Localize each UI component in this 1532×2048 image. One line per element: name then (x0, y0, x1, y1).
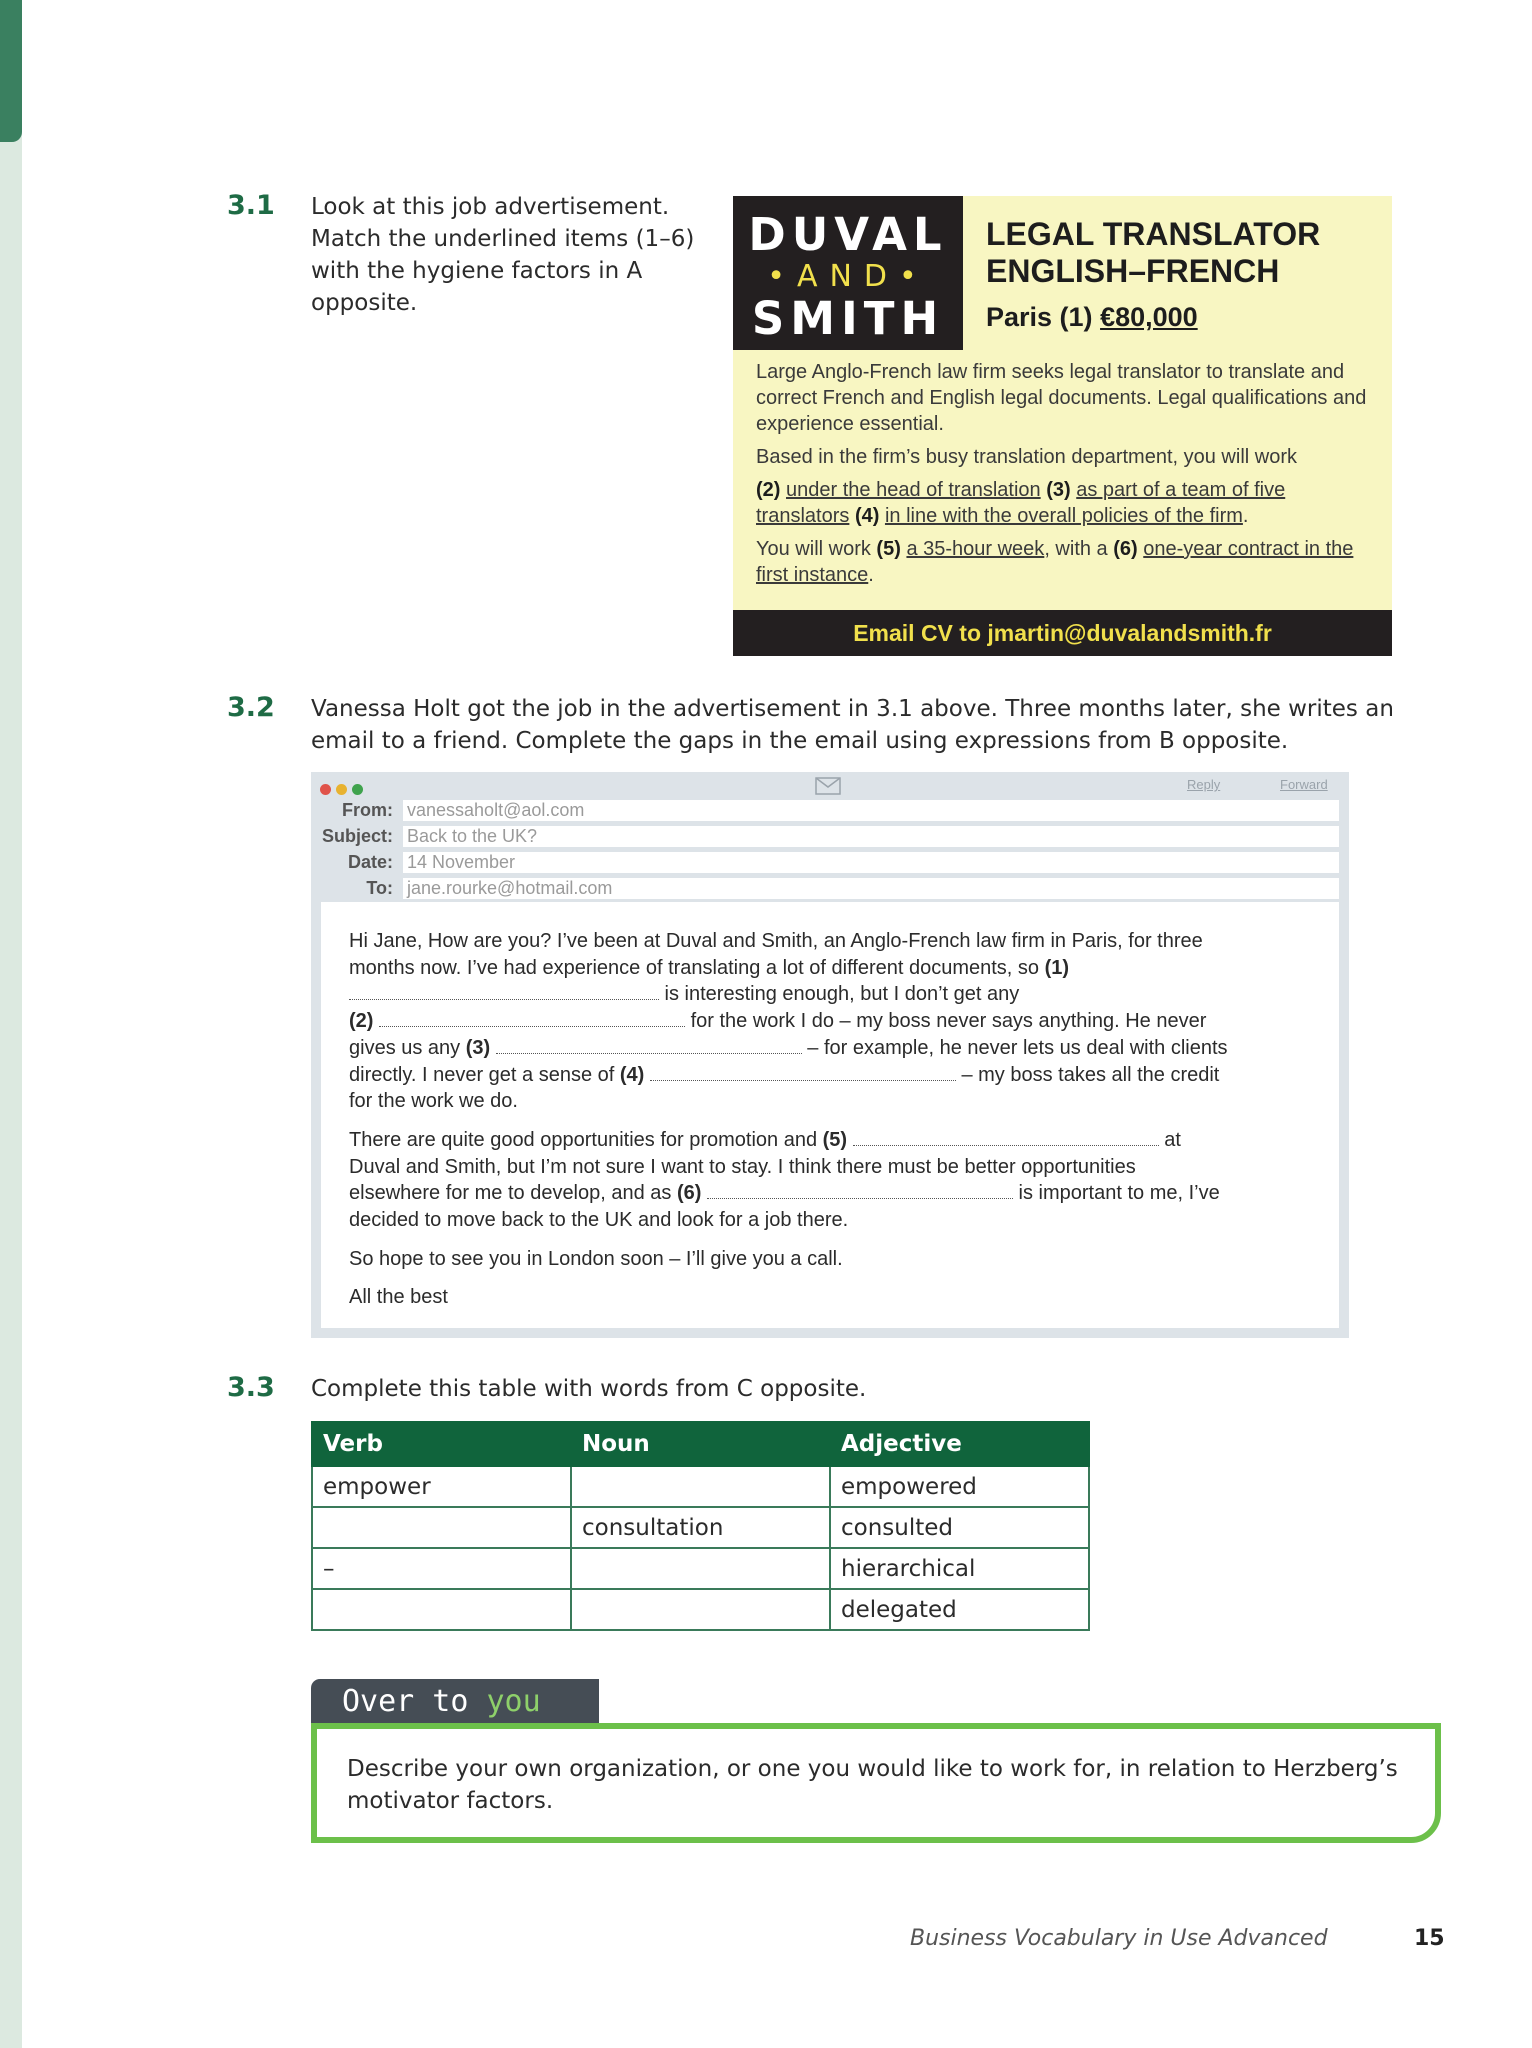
exercise-3-3-instruction: Complete this table with words from C opposite. (311, 1376, 867, 1402)
gap-2-line (379, 1008, 685, 1027)
ad-item-4-number: (4) (854, 505, 880, 527)
minimize-dot-icon[interactable] (336, 784, 347, 795)
over-to-you-box (311, 1723, 1441, 1843)
gap-6-number: (6) (676, 1182, 702, 1205)
exercise-3-1-instruction: Look at this job advertisement. Match the underlined items (1–6) with the hygiene factors in A opposite. (311, 194, 695, 316)
ad-item-2-number: (2) (756, 479, 781, 501)
reply-link[interactable]: Reply (1187, 777, 1221, 792)
email-p1-e: – my boss takes all the credit for the work we do. (349, 1063, 1220, 1113)
ad-item-6-number: (6) (1113, 538, 1138, 560)
page-sidebar-strip (0, 0, 22, 2048)
ad-para4-prefix: You will work (756, 538, 877, 560)
over-to-you-label-b: you (486, 1684, 541, 1719)
email-window (311, 772, 1349, 1338)
email-text (349, 928, 1229, 1323)
ad-paragraph-4: You will work (5) a 35-hour week, with a (6) one-year contract in the first instance. (756, 538, 1354, 586)
over-to-you-label (311, 1679, 599, 1725)
book-title: Business Vocabulary in Use Advanced (910, 1926, 1328, 1951)
ad-item-5-text: a 35-hour week (906, 538, 1045, 560)
ad-salary-prefix: Paris (1) (986, 302, 1101, 332)
table-cell-verb[interactable] (312, 1589, 571, 1630)
email-sign-off: All the best (349, 1286, 448, 1309)
gap-2-number: (2) (349, 1010, 374, 1033)
over-to-you-text: Describe your own organization, or one you would like to work for, in relation to Herzberg’s motivator factors. (347, 1756, 1398, 1814)
ad-paragraph-2: Based in the firm’s busy translation department, you will work (756, 446, 1297, 468)
gap-3-line (496, 1035, 802, 1054)
table-cell-adjective[interactable]: consulted (830, 1507, 1089, 1548)
exercise-3-1-number: 3.1 (227, 190, 275, 221)
ad-item-5-number: (5) (876, 538, 901, 560)
ad-title-line2: ENGLISH–FRENCH (986, 253, 1280, 289)
table-row (312, 1466, 1089, 1507)
ad-job-title (986, 216, 1320, 290)
gap-5-line (853, 1127, 1159, 1146)
adjective-header: Adjective (830, 1422, 1089, 1466)
job-advertisement (733, 196, 1392, 656)
to-field[interactable]: jane.rourke@hotmail.com (403, 878, 1339, 899)
ad-paragraph-3: (2) under the head of translation (3) as part of a team of five translators (4) in line with the overall policies of the firm. (756, 479, 1286, 527)
gap-4-number: (4) (619, 1063, 645, 1086)
email-p1-a: Hi Jane, How are you? I’ve been at Duval and Smith, an Anglo-French law firm in Paris, for three months now. I’ve had experience of translating a lot of different documents, so (349, 930, 1203, 979)
table-cell-adjective[interactable]: delegated (830, 1589, 1089, 1630)
maximize-dot-icon[interactable] (352, 784, 363, 795)
gap-5-number: (5) (822, 1128, 848, 1151)
ad-salary-value: €80,000 (1100, 302, 1198, 332)
table-cell-adjective[interactable]: hierarchical (830, 1548, 1089, 1589)
ad-item-3-number: (3) (1046, 479, 1071, 501)
subject-field[interactable]: Back to the UK? (403, 826, 1339, 847)
email-p2-c: is important to me, I’ve decided to move back to the UK and look for a job there. (349, 1182, 1220, 1232)
table-cell-verb[interactable] (312, 1507, 571, 1548)
ad-paragraph-1: Large Anglo-French law firm seeks legal translator to translate and correct French and English legal documents. Legal qualifications and experience essential. (756, 361, 1367, 435)
noun-header: Noun (571, 1422, 830, 1466)
envelope-icon (815, 777, 841, 795)
ad-item-3-text: as part of a team of five translators (756, 479, 1286, 527)
email-body (321, 902, 1339, 1328)
table-cell-noun[interactable] (571, 1589, 830, 1630)
exercise-3-2-number: 3.2 (227, 692, 275, 723)
email-paragraph-2 (349, 1127, 1229, 1234)
ad-email-footer: Email CV to jmartin@duvalandsmith.fr (733, 610, 1392, 656)
ad-title-line1: LEGAL TRANSLATOR (986, 216, 1321, 252)
exercise-3-3-number: 3.3 (227, 1372, 275, 1403)
email-p2-b: at Duval and Smith, but I’m not sure I want to stay. I think there must be better opportunities elsewhere for me to develop, and as (349, 1128, 1181, 1205)
email-p1-b: is interesting enough, but I don’t get any (659, 983, 1020, 1006)
table-cell-noun[interactable]: consultation (571, 1507, 830, 1548)
table-header-row (312, 1422, 1089, 1466)
ad-item-2-text: under the head of translation (786, 479, 1041, 501)
over-to-you-label-a: Over to (342, 1684, 487, 1719)
ad-para4-middle: , with a (1044, 538, 1114, 560)
unit-tab (0, 0, 22, 142)
to-label: To: (366, 878, 393, 898)
subject-label: Subject: (321, 826, 393, 846)
from-label: From: (342, 800, 393, 820)
table-row (312, 1548, 1089, 1589)
word-table (311, 1421, 1090, 1631)
email-p1-d: – for example, he never lets us deal with clients directly. I never get a sense of (349, 1036, 1228, 1086)
table-cell-noun[interactable] (571, 1466, 830, 1507)
forward-link[interactable]: Forward (1280, 777, 1328, 792)
duval-and-smith-logo: DUVAL •AND• SMITH (733, 196, 963, 350)
email-p1-c: for the work I do – my boss never says anything. He never gives us any (349, 1010, 1207, 1059)
ad-item-4-text: in line with the overall policies of the firm (884, 505, 1243, 527)
gap-1-number: (1) (1044, 956, 1070, 979)
table-cell-adjective[interactable]: empowered (830, 1466, 1089, 1507)
exercise-3-2-instruction: Vanessa Holt got the job in the advertisement in 3.1 above. Three months later, she writes an email to a friend. Complete the gaps in the email using expressions from B opposite. (311, 696, 1394, 754)
email-paragraph-1 (349, 928, 1229, 1115)
email-p2-a: There are quite good opportunities for promotion and (349, 1128, 823, 1151)
table-cell-verb[interactable]: – (312, 1548, 571, 1589)
email-paragraph-3: So hope to see you in London soon – I’ll give you a call. (349, 1247, 843, 1270)
table-row (312, 1507, 1089, 1548)
date-label: Date: (347, 852, 393, 872)
window-controls (320, 782, 368, 800)
gap-1-line (349, 981, 659, 1000)
table-cell-verb[interactable]: empower (312, 1466, 571, 1507)
table-row (312, 1589, 1089, 1630)
date-field[interactable]: 14 November (403, 852, 1339, 873)
verb-header: Verb (312, 1422, 571, 1466)
gap-6-line (707, 1180, 1013, 1199)
table-cell-noun[interactable] (571, 1548, 830, 1589)
gap-4-line (650, 1062, 956, 1081)
from-field[interactable]: vanessaholt@aol.com (403, 800, 1339, 821)
ad-salary (986, 302, 1198, 333)
close-dot-icon[interactable] (320, 784, 331, 795)
page-number: 15 (1414, 1926, 1445, 1951)
gap-3-number: (3) (465, 1036, 491, 1059)
ad-body (756, 359, 1378, 595)
ad-item-6-text: one-year contract in the first instance (756, 538, 1354, 586)
